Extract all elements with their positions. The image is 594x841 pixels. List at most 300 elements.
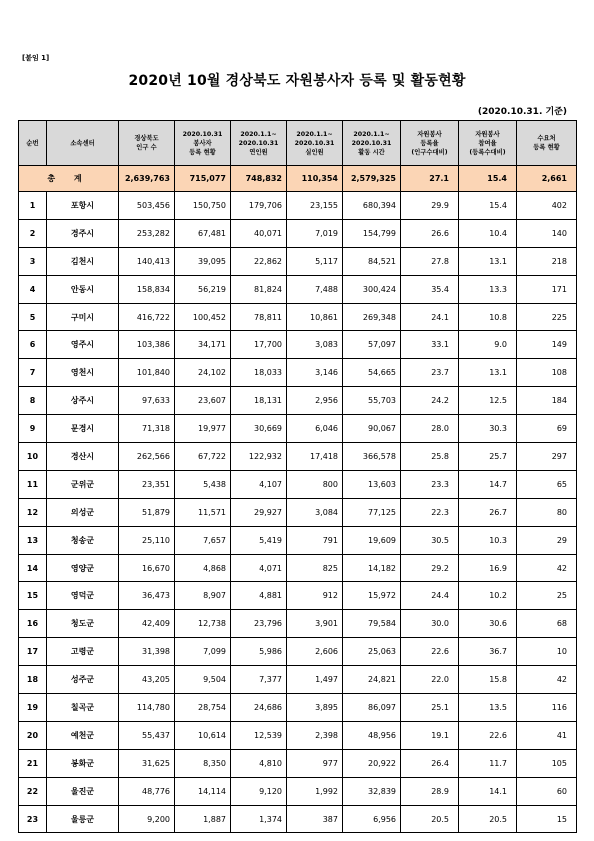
cell-actual-persons: 825	[287, 554, 343, 582]
cell-cumulative-persons: 4,071	[231, 554, 287, 582]
total-label: 총 계	[19, 166, 119, 192]
cell-registration-rate: 27.8	[401, 247, 459, 275]
cell-demand-sites: 218	[517, 247, 577, 275]
cell-no: 2	[19, 219, 47, 247]
cell-registered: 9,504	[175, 666, 231, 694]
cell-participation-rate: 20.5	[459, 805, 517, 833]
cell-activity-hours: 77,125	[343, 498, 401, 526]
cell-registration-rate: 25.1	[401, 694, 459, 722]
header-line: 2020.10.31	[238, 139, 279, 147]
cell-cumulative-persons: 78,811	[231, 303, 287, 331]
cell-no: 17	[19, 638, 47, 666]
table-row	[19, 526, 577, 554]
total-population: 2,639,763	[119, 166, 175, 192]
cell-population: 51,879	[119, 498, 175, 526]
cell-population: 55,437	[119, 721, 175, 749]
cell-registration-rate: 19.1	[401, 721, 459, 749]
header-line: (등록수대비)	[469, 148, 506, 156]
cell-activity-hours: 48,956	[343, 721, 401, 749]
table-row	[19, 694, 577, 722]
cell-registration-rate: 35.4	[401, 275, 459, 303]
cell-no: 4	[19, 275, 47, 303]
cell-registered: 56,219	[175, 275, 231, 303]
cell-demand-sites: 184	[517, 387, 577, 415]
cell-population: 114,780	[119, 694, 175, 722]
cell-registered: 67,722	[175, 443, 231, 471]
cell-participation-rate: 30.6	[459, 610, 517, 638]
total-demand-sites: 2,661	[517, 166, 577, 192]
cell-registration-rate: 29.9	[401, 192, 459, 220]
cell-cumulative-persons: 17,700	[231, 331, 287, 359]
header-activity-hours	[343, 121, 401, 166]
cell-registered: 28,754	[175, 694, 231, 722]
cell-demand-sites: 15	[517, 805, 577, 833]
cell-registered: 8,350	[175, 749, 231, 777]
cell-center: 경주시	[47, 219, 119, 247]
cell-actual-persons: 387	[287, 805, 343, 833]
cell-activity-hours: 15,972	[343, 582, 401, 610]
cell-cumulative-persons: 9,120	[231, 777, 287, 805]
cell-registered: 11,571	[175, 498, 231, 526]
table-row	[19, 192, 577, 220]
cell-registration-rate: 25.8	[401, 443, 459, 471]
table-row	[19, 247, 577, 275]
table-row	[19, 387, 577, 415]
cell-registered: 67,481	[175, 219, 231, 247]
cell-actual-persons: 2,398	[287, 721, 343, 749]
cell-demand-sites: 108	[517, 359, 577, 387]
cell-participation-rate: 14.7	[459, 470, 517, 498]
cell-actual-persons: 7,488	[287, 275, 343, 303]
cell-cumulative-persons: 4,810	[231, 749, 287, 777]
cell-population: 101,840	[119, 359, 175, 387]
table-row	[19, 415, 577, 443]
cell-no: 21	[19, 749, 47, 777]
cell-population: 25,110	[119, 526, 175, 554]
cell-center: 고령군	[47, 638, 119, 666]
cell-actual-persons: 3,084	[287, 498, 343, 526]
cell-registration-rate: 28.0	[401, 415, 459, 443]
cell-registration-rate: 30.0	[401, 610, 459, 638]
cell-population: 48,776	[119, 777, 175, 805]
cell-no: 3	[19, 247, 47, 275]
total-cumulative-persons: 748,832	[231, 166, 287, 192]
cell-registered: 8,907	[175, 582, 231, 610]
cell-population: 97,633	[119, 387, 175, 415]
cell-cumulative-persons: 12,539	[231, 721, 287, 749]
header-population	[119, 121, 175, 166]
cell-actual-persons: 800	[287, 470, 343, 498]
header-line: 2020.1.1~	[240, 130, 277, 138]
cell-participation-rate: 36.7	[459, 638, 517, 666]
cell-center: 김천시	[47, 247, 119, 275]
cell-activity-hours: 54,665	[343, 359, 401, 387]
cell-activity-hours: 57,097	[343, 331, 401, 359]
cell-registered: 100,452	[175, 303, 231, 331]
cell-population: 31,398	[119, 638, 175, 666]
cell-activity-hours: 13,603	[343, 470, 401, 498]
header-actual-persons	[287, 121, 343, 166]
cell-center: 안동시	[47, 275, 119, 303]
table-row	[19, 303, 577, 331]
table-row	[19, 359, 577, 387]
header-line: 등록 현황	[189, 148, 216, 156]
cell-population: 503,456	[119, 192, 175, 220]
cell-center: 영천시	[47, 359, 119, 387]
cell-registration-rate: 28.9	[401, 777, 459, 805]
cell-activity-hours: 32,839	[343, 777, 401, 805]
cell-actual-persons: 3,083	[287, 331, 343, 359]
cell-demand-sites: 80	[517, 498, 577, 526]
header-line: 봉사자	[193, 139, 212, 147]
cell-demand-sites: 149	[517, 331, 577, 359]
cell-activity-hours: 269,348	[343, 303, 401, 331]
cell-activity-hours: 14,182	[343, 554, 401, 582]
cell-center: 군위군	[47, 470, 119, 498]
cell-center: 영양군	[47, 554, 119, 582]
cell-cumulative-persons: 1,374	[231, 805, 287, 833]
cell-cumulative-persons: 18,033	[231, 359, 287, 387]
cell-center: 울릉군	[47, 805, 119, 833]
cell-registration-rate: 22.0	[401, 666, 459, 694]
cell-center: 청송군	[47, 526, 119, 554]
header-line: 소속센터	[70, 139, 95, 147]
cell-activity-hours: 24,821	[343, 666, 401, 694]
total-actual-persons: 110,354	[287, 166, 343, 192]
cell-no: 16	[19, 610, 47, 638]
total-row	[19, 166, 577, 192]
cell-no: 10	[19, 443, 47, 471]
table-row	[19, 219, 577, 247]
total-participation-rate: 15.4	[459, 166, 517, 192]
cell-population: 103,386	[119, 331, 175, 359]
volunteer-status-table	[18, 120, 577, 833]
cell-participation-rate: 15.4	[459, 192, 517, 220]
cell-registration-rate: 26.6	[401, 219, 459, 247]
cell-center: 울진군	[47, 777, 119, 805]
cell-center: 경산시	[47, 443, 119, 471]
cell-registration-rate: 26.4	[401, 749, 459, 777]
cell-registered: 4,868	[175, 554, 231, 582]
cell-registered: 23,607	[175, 387, 231, 415]
cell-cumulative-persons: 40,071	[231, 219, 287, 247]
cell-no: 11	[19, 470, 47, 498]
cell-no: 12	[19, 498, 47, 526]
header-line: 2020.1.1~	[296, 130, 333, 138]
cell-registration-rate: 22.3	[401, 498, 459, 526]
cell-registered: 7,099	[175, 638, 231, 666]
header-line: 참여율	[478, 139, 497, 147]
cell-participation-rate: 12.5	[459, 387, 517, 415]
header-registered	[175, 121, 231, 166]
cell-center: 포항시	[47, 192, 119, 220]
cell-demand-sites: 41	[517, 721, 577, 749]
cell-actual-persons: 791	[287, 526, 343, 554]
header-no	[19, 121, 47, 166]
cell-participation-rate: 16.9	[459, 554, 517, 582]
cell-participation-rate: 11.7	[459, 749, 517, 777]
cell-participation-rate: 15.8	[459, 666, 517, 694]
cell-cumulative-persons: 179,706	[231, 192, 287, 220]
cell-population: 253,282	[119, 219, 175, 247]
cell-demand-sites: 171	[517, 275, 577, 303]
cell-actual-persons: 7,019	[287, 219, 343, 247]
cell-no: 18	[19, 666, 47, 694]
table-row	[19, 749, 577, 777]
cell-cumulative-persons: 30,669	[231, 415, 287, 443]
cell-demand-sites: 402	[517, 192, 577, 220]
cell-registration-rate: 22.6	[401, 638, 459, 666]
cell-no: 6	[19, 331, 47, 359]
cell-population: 36,473	[119, 582, 175, 610]
cell-demand-sites: 10	[517, 638, 577, 666]
header-cumulative-persons	[231, 121, 287, 166]
table-row	[19, 638, 577, 666]
cell-demand-sites: 29	[517, 526, 577, 554]
cell-population: 9,200	[119, 805, 175, 833]
cell-participation-rate: 26.7	[459, 498, 517, 526]
cell-cumulative-persons: 5,986	[231, 638, 287, 666]
cell-no: 5	[19, 303, 47, 331]
total-activity-hours: 2,579,325	[343, 166, 401, 192]
cell-registration-rate: 20.5	[401, 805, 459, 833]
cell-registration-rate: 30.5	[401, 526, 459, 554]
header-line: 연인원	[249, 148, 268, 156]
table-row	[19, 610, 577, 638]
cell-center: 구미시	[47, 303, 119, 331]
cell-no: 20	[19, 721, 47, 749]
cell-center: 예천군	[47, 721, 119, 749]
table-row	[19, 805, 577, 833]
header-line: 2020.1.1~	[353, 130, 390, 138]
cell-demand-sites: 105	[517, 749, 577, 777]
cell-registered: 19,977	[175, 415, 231, 443]
table-row	[19, 470, 577, 498]
cell-demand-sites: 68	[517, 610, 577, 638]
header-line: 등록율	[420, 139, 439, 147]
total-registration-rate: 27.1	[401, 166, 459, 192]
table-row	[19, 498, 577, 526]
cell-demand-sites: 42	[517, 554, 577, 582]
cell-actual-persons: 2,956	[287, 387, 343, 415]
cell-actual-persons: 10,861	[287, 303, 343, 331]
cell-demand-sites: 116	[517, 694, 577, 722]
cell-population: 31,625	[119, 749, 175, 777]
cell-demand-sites: 60	[517, 777, 577, 805]
cell-registration-rate: 29.2	[401, 554, 459, 582]
cell-no: 13	[19, 526, 47, 554]
cell-participation-rate: 10.4	[459, 219, 517, 247]
cell-participation-rate: 10.2	[459, 582, 517, 610]
header-row	[19, 121, 577, 166]
cell-actual-persons: 5,117	[287, 247, 343, 275]
total-registered: 715,077	[175, 166, 231, 192]
cell-demand-sites: 65	[517, 470, 577, 498]
cell-actual-persons: 23,155	[287, 192, 343, 220]
cell-no: 15	[19, 582, 47, 610]
date-note: (2020.10.31. 기준)	[477, 107, 567, 117]
cell-actual-persons: 3,901	[287, 610, 343, 638]
cell-participation-rate: 10.3	[459, 526, 517, 554]
cell-no: 8	[19, 387, 47, 415]
header-line: (인구수대비)	[411, 148, 448, 156]
cell-no: 19	[19, 694, 47, 722]
cell-cumulative-persons: 122,932	[231, 443, 287, 471]
cell-no: 14	[19, 554, 47, 582]
cell-activity-hours: 84,521	[343, 247, 401, 275]
cell-participation-rate: 9.0	[459, 331, 517, 359]
cell-registration-rate: 23.3	[401, 470, 459, 498]
header-line: 등록 현황	[533, 144, 560, 151]
cell-participation-rate: 14.1	[459, 777, 517, 805]
attachment-label: [붙임 1]	[22, 54, 50, 62]
cell-registered: 1,887	[175, 805, 231, 833]
header-line: 활동 시간	[358, 148, 385, 156]
cell-activity-hours: 20,922	[343, 749, 401, 777]
header-line: 인구 수	[136, 144, 157, 151]
cell-registered: 12,738	[175, 610, 231, 638]
cell-demand-sites: 225	[517, 303, 577, 331]
cell-registered: 7,657	[175, 526, 231, 554]
cell-registered: 14,114	[175, 777, 231, 805]
cell-demand-sites: 297	[517, 443, 577, 471]
header-line: 자원봉사	[417, 130, 442, 138]
table-row	[19, 443, 577, 471]
header-registration-rate	[401, 121, 459, 166]
cell-cumulative-persons: 4,881	[231, 582, 287, 610]
cell-center: 의성군	[47, 498, 119, 526]
cell-registered: 39,095	[175, 247, 231, 275]
cell-center: 청도군	[47, 610, 119, 638]
cell-population: 158,834	[119, 275, 175, 303]
cell-activity-hours: 86,097	[343, 694, 401, 722]
cell-center: 성주군	[47, 666, 119, 694]
header-line: 자원봉사	[475, 130, 500, 138]
cell-actual-persons: 17,418	[287, 443, 343, 471]
cell-center: 상주시	[47, 387, 119, 415]
cell-participation-rate: 13.1	[459, 247, 517, 275]
cell-demand-sites: 140	[517, 219, 577, 247]
cell-registered: 34,171	[175, 331, 231, 359]
cell-activity-hours: 154,799	[343, 219, 401, 247]
cell-cumulative-persons: 4,107	[231, 470, 287, 498]
cell-participation-rate: 13.5	[459, 694, 517, 722]
cell-actual-persons: 6,046	[287, 415, 343, 443]
cell-activity-hours: 366,578	[343, 443, 401, 471]
page-title: 2020년 10월 경상북도 자원봉사자 등록 및 활동현황	[128, 73, 466, 89]
cell-actual-persons: 912	[287, 582, 343, 610]
cell-center: 영덕군	[47, 582, 119, 610]
cell-cumulative-persons: 18,131	[231, 387, 287, 415]
cell-center: 영주시	[47, 331, 119, 359]
cell-actual-persons: 3,895	[287, 694, 343, 722]
cell-population: 23,351	[119, 470, 175, 498]
cell-activity-hours: 55,703	[343, 387, 401, 415]
cell-cumulative-persons: 29,927	[231, 498, 287, 526]
header-participation-rate	[459, 121, 517, 166]
cell-no: 7	[19, 359, 47, 387]
cell-activity-hours: 25,063	[343, 638, 401, 666]
cell-actual-persons: 2,606	[287, 638, 343, 666]
table-row	[19, 331, 577, 359]
cell-cumulative-persons: 22,862	[231, 247, 287, 275]
cell-population: 140,413	[119, 247, 175, 275]
cell-participation-rate: 30.3	[459, 415, 517, 443]
header-center	[47, 121, 119, 166]
cell-demand-sites: 42	[517, 666, 577, 694]
cell-no: 9	[19, 415, 47, 443]
cell-cumulative-persons: 81,824	[231, 275, 287, 303]
cell-registered: 10,614	[175, 721, 231, 749]
header-line: 2020.10.31	[182, 130, 223, 138]
table-row	[19, 721, 577, 749]
cell-participation-rate: 13.1	[459, 359, 517, 387]
cell-demand-sites: 69	[517, 415, 577, 443]
cell-activity-hours: 90,067	[343, 415, 401, 443]
cell-cumulative-persons: 24,686	[231, 694, 287, 722]
cell-population: 262,566	[119, 443, 175, 471]
cell-actual-persons: 1,992	[287, 777, 343, 805]
cell-population: 71,318	[119, 415, 175, 443]
table-row	[19, 666, 577, 694]
cell-population: 16,670	[119, 554, 175, 582]
cell-population: 416,722	[119, 303, 175, 331]
cell-registration-rate: 24.2	[401, 387, 459, 415]
header-line: 수요처	[537, 135, 556, 142]
header-line: 2020.10.31	[351, 139, 392, 147]
cell-registered: 24,102	[175, 359, 231, 387]
cell-participation-rate: 10.8	[459, 303, 517, 331]
cell-center: 문경시	[47, 415, 119, 443]
cell-center: 칠곡군	[47, 694, 119, 722]
cell-center: 봉화군	[47, 749, 119, 777]
cell-population: 42,409	[119, 610, 175, 638]
cell-activity-hours: 300,424	[343, 275, 401, 303]
table-row	[19, 582, 577, 610]
cell-actual-persons: 1,497	[287, 666, 343, 694]
cell-activity-hours: 6,956	[343, 805, 401, 833]
cell-demand-sites: 25	[517, 582, 577, 610]
table-row	[19, 275, 577, 303]
cell-activity-hours: 79,584	[343, 610, 401, 638]
cell-activity-hours: 19,609	[343, 526, 401, 554]
cell-actual-persons: 977	[287, 749, 343, 777]
cell-activity-hours: 680,394	[343, 192, 401, 220]
header-line: 경상북도	[134, 135, 159, 142]
cell-participation-rate: 22.6	[459, 721, 517, 749]
cell-participation-rate: 25.7	[459, 443, 517, 471]
cell-no: 1	[19, 192, 47, 220]
cell-no: 22	[19, 777, 47, 805]
cell-registration-rate: 24.1	[401, 303, 459, 331]
cell-cumulative-persons: 5,419	[231, 526, 287, 554]
cell-no: 23	[19, 805, 47, 833]
cell-registration-rate: 23.7	[401, 359, 459, 387]
cell-actual-persons: 3,146	[287, 359, 343, 387]
table-row	[19, 554, 577, 582]
cell-cumulative-persons: 23,796	[231, 610, 287, 638]
cell-registration-rate: 33.1	[401, 331, 459, 359]
header-line: 실인원	[305, 148, 324, 156]
cell-registered: 5,438	[175, 470, 231, 498]
header-line: 순번	[26, 139, 39, 147]
cell-cumulative-persons: 7,377	[231, 666, 287, 694]
cell-population: 43,205	[119, 666, 175, 694]
table-row	[19, 777, 577, 805]
header-demand-sites	[517, 121, 577, 166]
cell-registered: 150,750	[175, 192, 231, 220]
header-line: 2020.10.31	[294, 139, 335, 147]
